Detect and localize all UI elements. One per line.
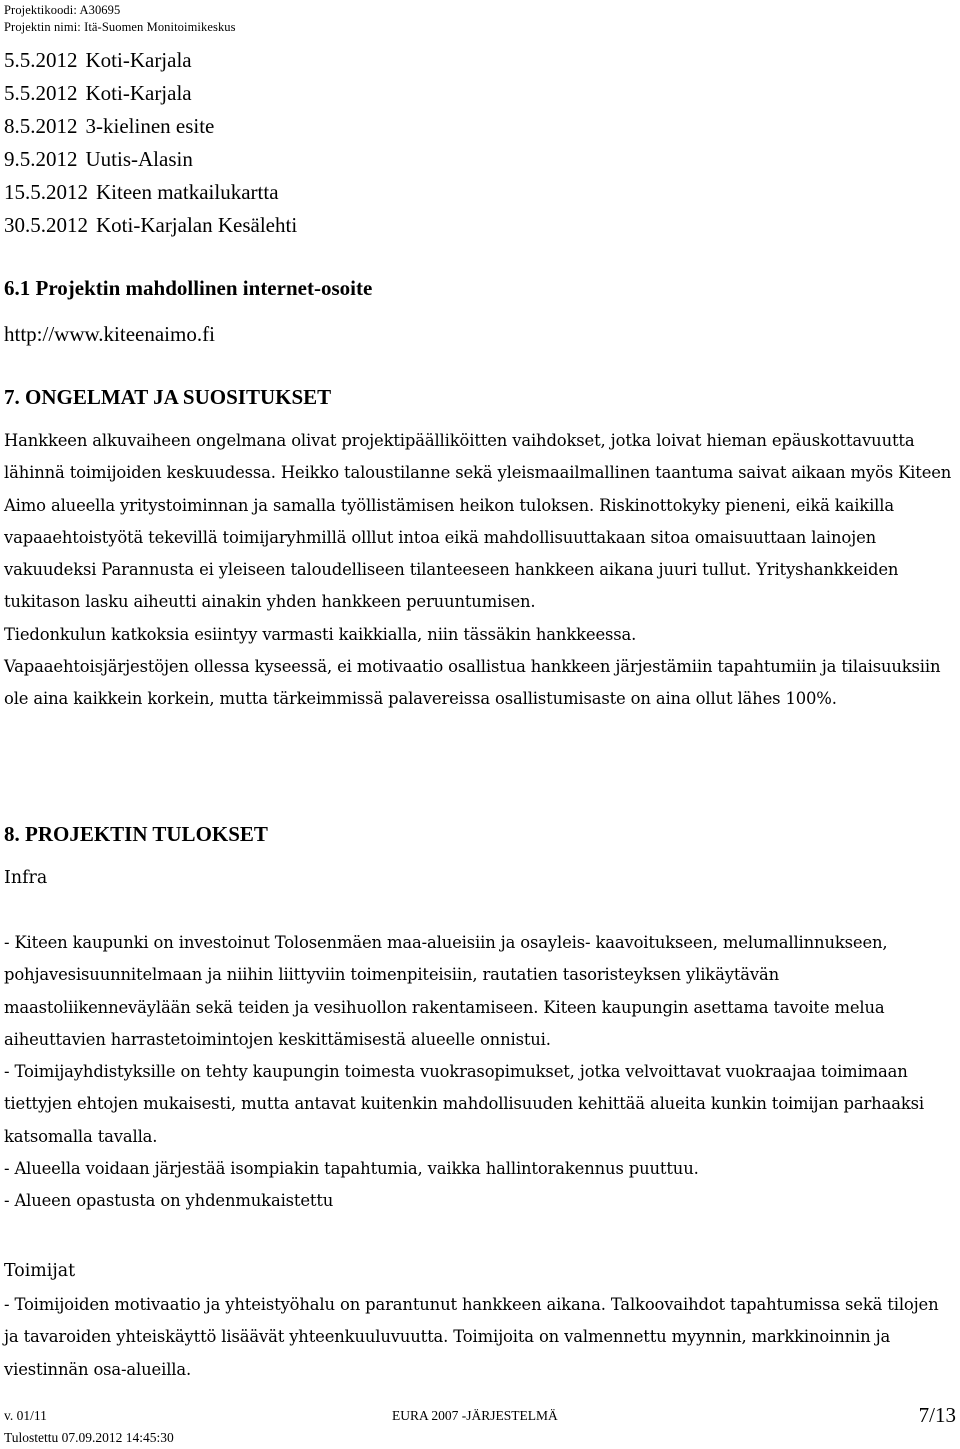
project-url: http://www.kiteenaimo.fi (4, 322, 215, 346)
media-outlet: Koti-Karjalan Kesälehti (96, 213, 298, 237)
list-item: - Toimijayhdistyksille on tehty kaupungin toimesta vuokrasopimukset, jotka velvoittavat vuokraajaa toimimaan tiettyjen ehtojen mukaisesti, mutta antavat kuitenkin mahdollisuuden kehittää alueita kunkin toimijan parhaaksi katsomalla tavalla. (4, 1062, 924, 1146)
toimijat-body (4, 1289, 956, 1386)
list-item (4, 110, 297, 143)
list-item (4, 209, 297, 242)
media-date: 15.5.2012 (4, 180, 88, 204)
printed-timestamp: Tulostettu 07.09.2012 14:45:30 (4, 1430, 174, 1445)
media-outlet: Koti-Karjala (85, 48, 192, 72)
media-date: 5.5.2012 (4, 81, 78, 105)
toimijat-label: Toimijat (4, 1261, 76, 1281)
section-8-heading: 8. PROJEKTIN TULOKSET (4, 822, 268, 846)
media-outlet: Uutis-Alasin (85, 147, 193, 171)
infra-label: Infra (4, 868, 48, 888)
list-item: - Kiteen kaupunki on investoinut Tolosenmäen maa-alueisiin ja osayleis- kaavoitukseen, melumallinnukseen, pohjavesisuunnitelmaan ja niihin liittyviin toimenpiteisiin, rautatien tasoristeyksen ylikäytävän maastoliikenneväylään sekä teiden ja vesihuollon rakentamiseen. Kiteen kaupungin asettama tavoite melua aiheuttavien harrastetoimintojen keskittämisestä alueelle onnistui. (4, 933, 888, 1049)
paragraph: Hankkeen alkuvaiheen ongelmana olivat projektipäälliköitten vaihdokset, jotka loivat hieman epäuskottavuutta lähinnä toimijoiden keskuudessa. Heikko taloustilanne sekä yleismaailmallinen taantuma saivat aikaan myös Kiteen Aimo alueella yritystoiminnan ja samalla työllistämisen heikon tuloksen. Riskinottokyky pieneni, eikä kaikilla vapaaehtoistyötä tekevillä toimijaryhmillä olllut intoa eikä mahdollisuuttakaan sitoa omaisuuttaan lainojen vakuudeksi Parannusta ei yleiseen taloudelliseen tilanteeseen hankkeen aikana juuri tullut. Yrityshankkeiden tukitason lasku aiheutti ainakin yhden hankkeen peruuntumisen. (4, 431, 952, 612)
media-date: 5.5.2012 (4, 48, 78, 72)
list-item (4, 77, 297, 110)
media-date: 8.5.2012 (4, 114, 78, 138)
media-outlet: Kiteen matkailukartta (96, 180, 279, 204)
page-header (4, 2, 236, 36)
version-label: v. 01/11 (4, 1408, 47, 1423)
section-6-1-heading: 6.1 Projektin mahdollinen internet-osoite (4, 276, 373, 300)
page-number: 7/13 (918, 1403, 956, 1427)
media-date: 9.5.2012 (4, 147, 78, 171)
list-item (4, 176, 297, 209)
list-item: - Alueella voidaan järjestää isompiakin tapahtumia, vaikka hallintorakennus puuttuu. (4, 1159, 699, 1179)
project-name: Projektin nimi: Itä-Suomen Monitoimikeskus (4, 20, 236, 34)
section-7-body (4, 425, 956, 716)
media-outlet: Koti-Karjala (85, 81, 192, 105)
infra-body (4, 927, 956, 1218)
page-footer (0, 1404, 960, 1449)
media-outlet: 3-kielinen esite (85, 114, 215, 138)
list-item: - Toimijoiden motivaatio ja yhteistyöhalu on parantunut hankkeen aikana. Talkoovaihdot tapahtumissa sekä tilojen ja tavaroiden yhteiskäyttö lisäävät yhteenkuuluvuutta. Toimijoita on valmennettu myynnin, markkinoinnin ja viestinnän osa-alueilla. (4, 1295, 939, 1379)
system-name: EURA 2007 -JÄRJESTELMÄ (392, 1408, 558, 1423)
section-7-heading: 7. ONGELMAT JA SUOSITUKSET (4, 385, 332, 409)
list-item (4, 44, 297, 77)
paragraph: Tiedonkulun katkoksia esiintyy varmasti kaikkialla, niin tässäkin hankkeessa. (4, 624, 637, 644)
media-date: 30.5.2012 (4, 213, 88, 237)
list-item: - Alueen opastusta on yhdenmukaistettu (4, 1191, 334, 1211)
media-coverage-list (4, 44, 297, 242)
paragraph: Vapaaehtoisjärjestöjen ollessa kyseessä, ei motivaatio osallistua hankkeen järjestämiin tapahtumiin ja tilaisuuksiin ole aina kaikkein korkein, mutta tärkeimmissä palavereissa osallistumisaste on aina ollut lähes 100%. (4, 657, 941, 709)
project-code: Projektikoodi: A30695 (4, 3, 121, 17)
list-item (4, 143, 297, 176)
